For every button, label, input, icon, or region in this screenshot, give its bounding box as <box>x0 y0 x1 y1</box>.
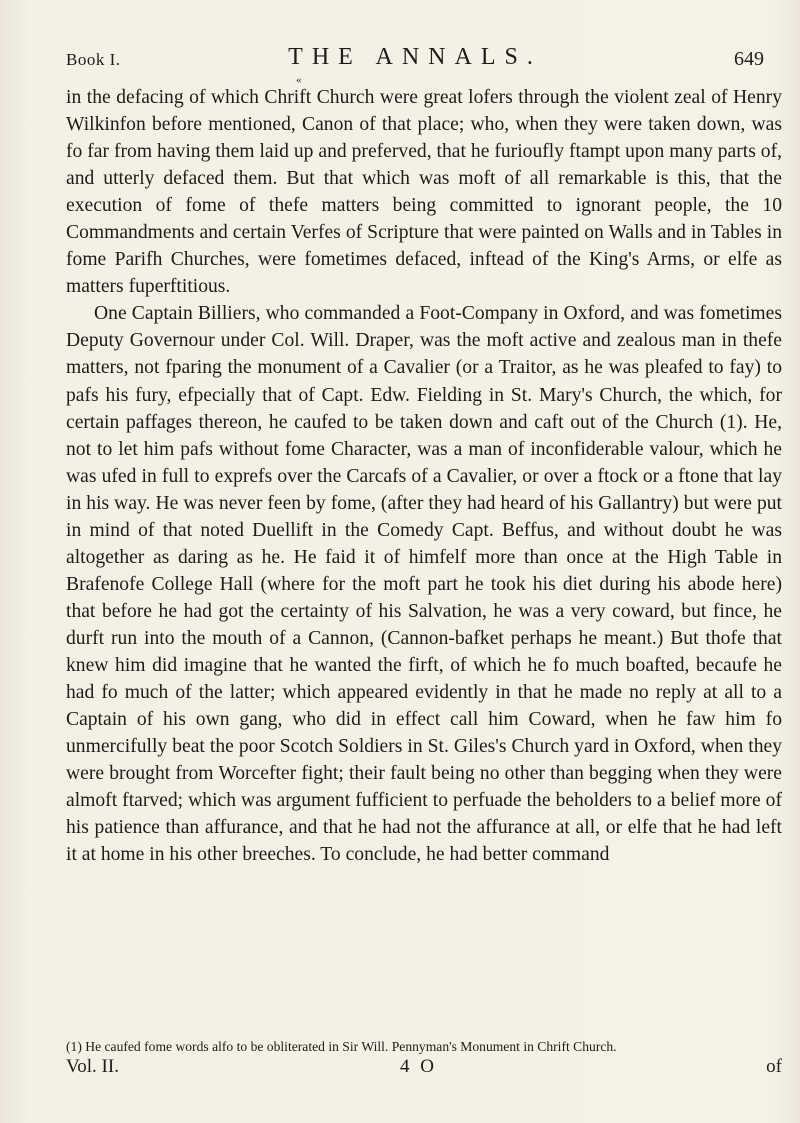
printer-mark: « <box>296 74 302 86</box>
book-label: Book I. <box>66 50 121 69</box>
volume-label: Vol. II. <box>66 1056 119 1077</box>
footnote: (1) He caufed fome words alfo to be obliterated in Sir Will. Pennyman's Monument in Chrift Church. <box>66 1039 617 1054</box>
catchword: of <box>766 1056 782 1077</box>
paragraph-1: in the defacing of which Chrift Church were great lofers through the violent zeal of Henry Wilkinfon before mentioned, Canon of that place; who, when they were taken down, was fo far from having them laid up and preferved, that he furioufly ftampt upon many parts of, and utterly defaced them. But that which was moft of all remarkable is this, that the execution of fome of thefe matters being committed to ignorant people, the 10 Commandments and certain Verfes of Scripture that were painted on Walls and in Tables in fome Parifh Churches, were fometimes defaced, inftead of the King's Arms, or elfe as matters fuperftitious. <box>66 87 782 298</box>
signature-mark: 4 O <box>400 1056 437 1077</box>
running-header <box>66 44 764 74</box>
paragraph-2: One Captain Billiers, who commanded a Foot-Company in Oxford, and was fometimes Deputy Governour under Col. Will. Draper, was the moft active and zealous man in thefe matters, not fparing the monument of a Cavalier (or a Traitor, as he was pleafed to fay) to pafs his fury, efpecially that of Capt. Edw. Fielding in St. Mary's Church, the which, for certain paffages thereon, he caufed to be taken down and caft out of the Church (1). He, not to let him pafs without fome Character, was a man of inconfiderable valour, which he was ufed in full to exprefs over the Carcafs of a Cavalier, or over a ftock or a ftone that lay in his way. He was never feen by fome, (after they had heard of his Gallantry) but were put in mind of that noted Duellift in the Comedy Capt. Beffus, and without doubt he was altogether as daring as he. He faid it of himfelf more than once at the High Table in Brafenofe College Hall (where for the moft part he took his diet during his abode here) that before he had got the certainty of his Salvation, he was a very coward, but fince, he durft run into the mouth of a Cannon, (Cannon-bafket perhaps he meant.) But thofe that knew him did imagine that he wanted the firft, of which he fo much boafted, becaufe he had fo much of the latter; which appeared evidently in that he made no reply at all to a Captain of his own gang, who did in effect call him Coward, when he faw him fo unmercifully beat the poor Scotch Soldiers in St. Giles's Church yard in Oxford, when they were brought from Worcefter fight; their fault being no other than begging when they were almoft ftarved; which was argument fufficient to perfuade the beholders to a belief more of his patience than affurance, and that he had not the affurance at all, or elfe that he had left it at home in his other breeches. To conclude, he had better command <box>66 303 782 866</box>
body-text <box>66 84 782 868</box>
page-footer <box>66 1056 782 1080</box>
running-title: THE ANNALS. <box>288 44 542 70</box>
page-number: 649 <box>734 48 764 70</box>
